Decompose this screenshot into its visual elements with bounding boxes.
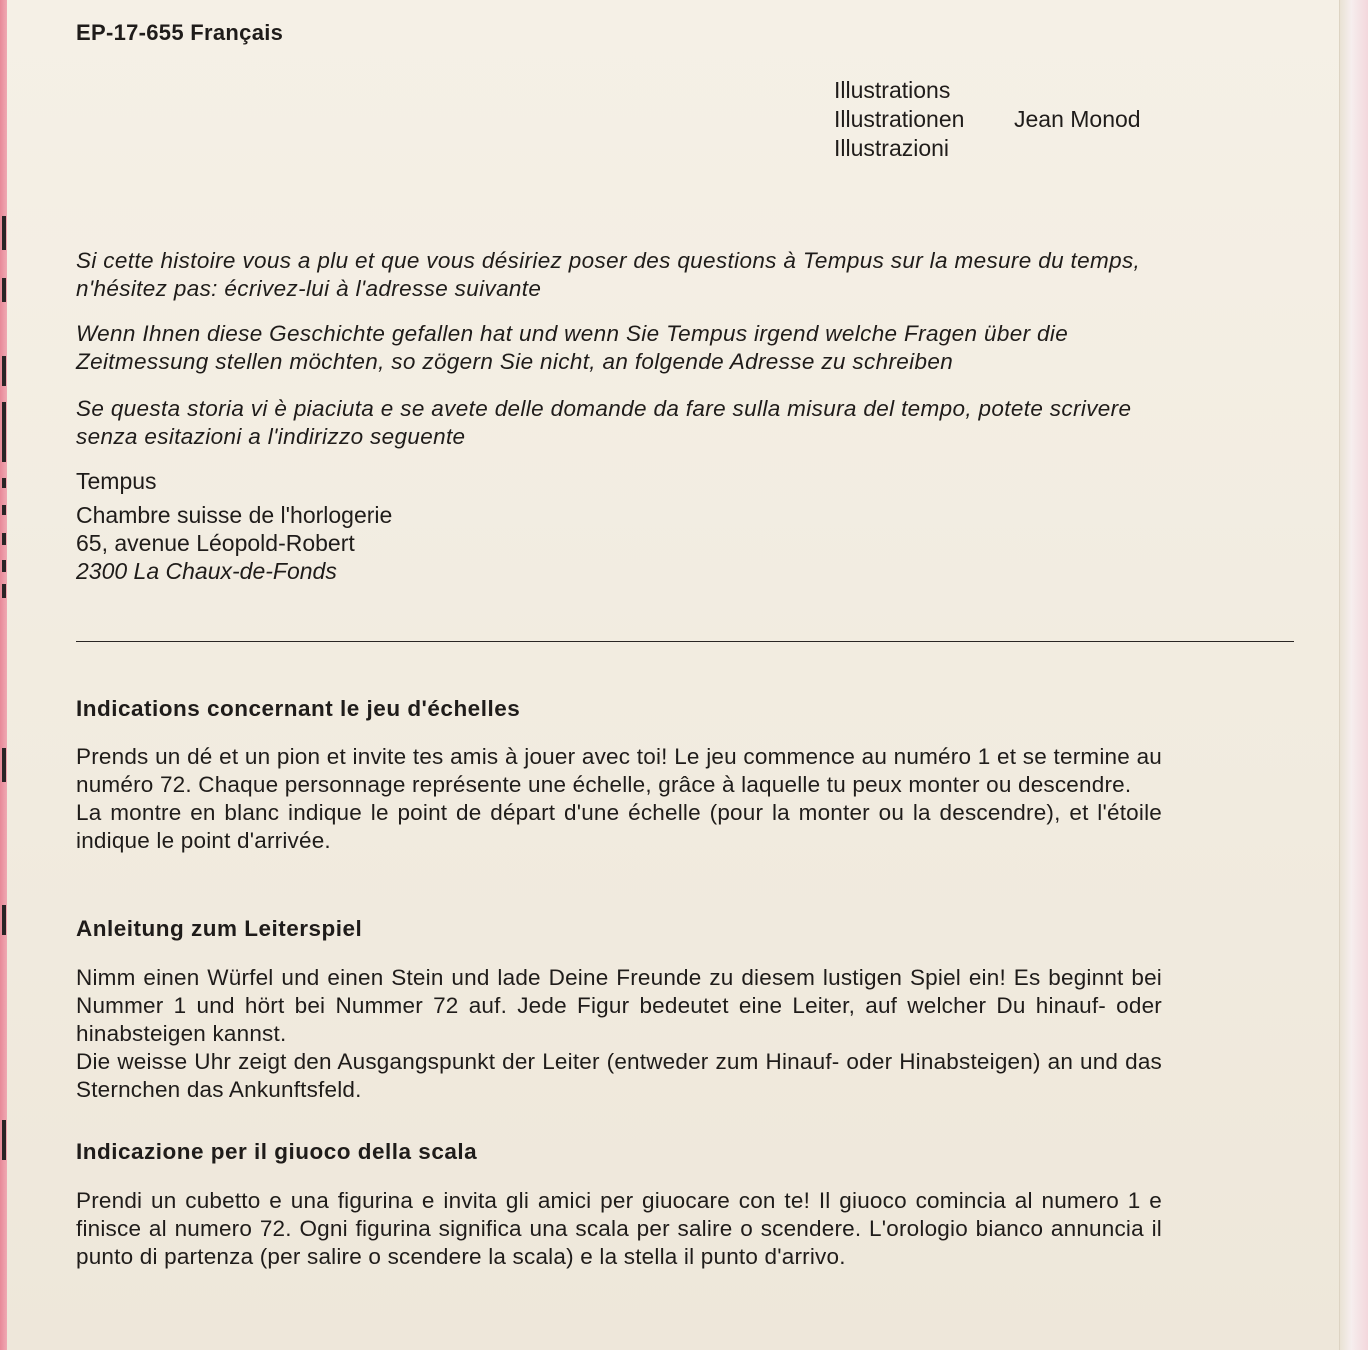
illustrator-name: Jean Monod	[1014, 106, 1141, 132]
sleeve-right-edge	[1340, 0, 1368, 1350]
section-title-fr: Indications concernant le jeu d'échelles	[76, 696, 521, 721]
divider-line	[76, 641, 1294, 642]
section-body-it	[76, 1187, 1162, 1271]
edge-mark	[2, 505, 6, 515]
section-title-de: Anleitung zum Leiterspiel	[76, 916, 363, 941]
illustration-credits	[834, 76, 1141, 163]
credit-labels	[834, 76, 964, 163]
edge-mark	[2, 905, 6, 935]
invitation-italian: Se questa storia vi è piaciuta e se avete delle domande da fare sulla misura del tempo, potete scrivere senza esitazioni a l'indirizzo seguente	[76, 396, 1132, 449]
edge-mark	[2, 533, 6, 545]
edge-mark	[2, 1120, 6, 1160]
catalog-number: EP-17-655 Français	[76, 20, 284, 45]
section-title-it: Indicazione per il giuoco della scala	[76, 1139, 478, 1164]
edge-mark	[2, 278, 6, 302]
edge-mark	[2, 748, 6, 782]
invitation-french: Si cette histoire vous a plu et que vous désiriez poser des questions à Tempus sur la mesure du temps, n'hésitez pas: écrivez-lui à l'adresse suivante	[76, 248, 1141, 301]
credit-label-de: Illustrationen	[834, 106, 965, 132]
credit-label-it: Illustrazioni	[834, 135, 950, 161]
section-paragraph: Die weisse Uhr zeigt den Ausgangspunkt der Leiter (entweder zum Hinauf- oder Hinabsteigen) an und das Sternchen das Ankunftsfeld.	[76, 1049, 1162, 1102]
invitation-german: Wenn Ihnen diese Geschichte gefallen hat und wenn Sie Tempus irgend welche Fragen über die Zeitmessung stellen möchten, so zögern Sie nicht, an folgende Adresse zu schreiben	[76, 321, 1069, 374]
postal-address	[76, 467, 392, 585]
edge-mark	[2, 584, 6, 598]
section-paragraph: La montre en blanc indique le point de départ d'une échelle (pour la monter ou la descendre), et l'étoile indique le point d'arrivée.	[76, 800, 1162, 853]
section-paragraph: Prends un dé et un pion et invite tes amis à jouer avec toi! Le jeu commence au numéro 1 et se termine au numéro 72. Chaque personnage représente une échelle, grâce à laquelle tu peux monter ou descendre.	[76, 744, 1162, 797]
credit-label-fr: Illustrations	[834, 77, 951, 103]
address-street: 65, avenue Léopold-Robert	[76, 530, 355, 556]
section-body-fr	[76, 743, 1162, 855]
section-paragraph: Prendi un cubetto e una figurina e invita gli amici per giuocare con te! Il giuoco comincia al numero 1 e finisce al numero 72. Ogni figurina significa una scala per salire o scendere. L'orologio bianco annuncia il punto di partenza (per salire o scendere la scala) e la stella il punto d'arrivo.	[76, 1188, 1162, 1269]
edge-mark	[2, 216, 6, 250]
section-body-de	[76, 964, 1162, 1104]
edge-mark	[2, 356, 6, 386]
edge-mark	[2, 560, 6, 572]
edge-mark	[2, 402, 6, 462]
address-city: 2300 La Chaux-de-Fonds	[76, 558, 337, 584]
address-organisation: Chambre suisse de l'horlogerie	[76, 502, 393, 528]
sleeve-left-edge	[0, 0, 7, 1350]
edge-mark	[2, 478, 6, 488]
address-name: Tempus	[76, 468, 157, 494]
section-paragraph: Nimm einen Würfel und einen Stein und lade Deine Freunde zu diesem lustigen Spiel ein! Es beginnt bei Nummer 1 und hört bei Nummer 72 auf. Jede Figur bedeutet eine Leiter, auf welcher Du hinauf- oder hinabsteigen kannst.	[76, 965, 1162, 1046]
